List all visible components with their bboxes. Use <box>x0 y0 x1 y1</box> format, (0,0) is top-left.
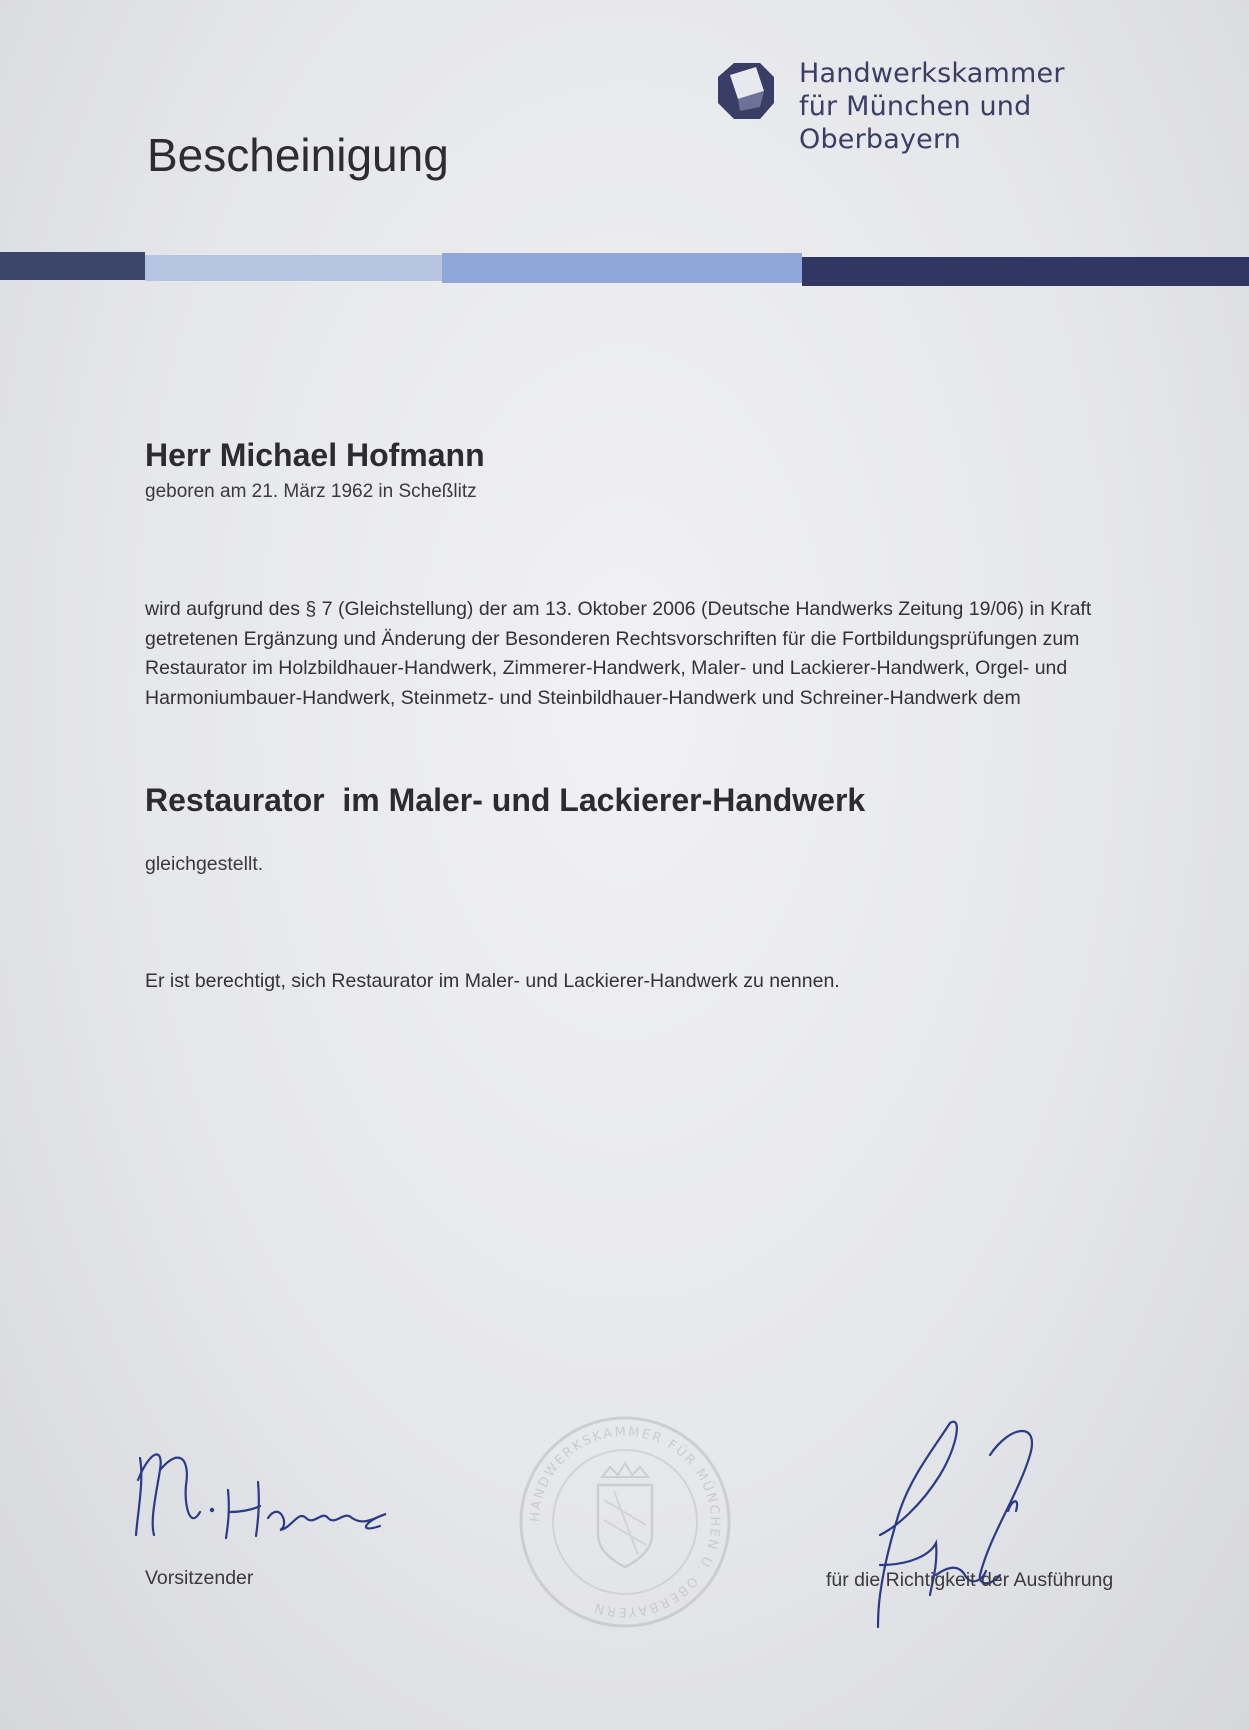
organization-logo <box>716 57 1176 155</box>
signature-label-chairman: Vorsitzender <box>145 1567 254 1589</box>
embossed-seal <box>518 1415 732 1629</box>
verification-signature <box>840 1415 1080 1630</box>
header-band-segment <box>802 257 1249 286</box>
header-band-segment <box>0 252 145 280</box>
document-title: Bescheinigung <box>147 129 449 181</box>
body-line: getretenen Ergänzung und Änderung der Besonderen Rechtsvorschriften für die Fortbildungsprüfungen zum <box>145 627 1080 650</box>
equalized-text: gleichgestellt. <box>145 853 264 875</box>
seal-text: HANDWERKSKAMMER FÜR MÜNCHEN U. OBERBAYERN <box>527 1424 723 1620</box>
birth-info: geboren am 21. März 1962 in Scheßlitz <box>145 481 477 502</box>
recipient-name: Herr Michael Hofmann <box>145 437 485 473</box>
chairman-signature <box>130 1440 420 1550</box>
body-paragraph <box>145 595 1225 713</box>
body-line: Harmoniumbauer-Handwerk, Steinmetz- und Steinbildhauer-Handwerk und Schreiner-Handwerk dem <box>145 686 1021 709</box>
hwk-logo-icon <box>716 61 776 121</box>
organization-name-line2: für München und Oberbayern <box>799 91 1032 155</box>
body-line: wird aufgrund des § 7 (Gleichstellung) der am 13. Oktober 2006 (Deutsche Handwerks Zeitung 19/06) in Kraft <box>145 598 1092 620</box>
entitlement-text: Er ist berechtigt, sich Restaurator im Maler- und Lackierer-Handwerk zu nennen. <box>145 970 840 992</box>
header-band-segment <box>442 253 802 283</box>
signature-label-verification: für die Richtigkeit der Ausführung <box>826 1569 1114 1591</box>
body-line: Restaurator im Holzbildhauer-Handwerk, Zimmerer-Handwerk, Maler- und Lackierer-Handwerk, Orgel- und <box>145 657 1068 679</box>
qualification-title: Restaurator im Maler- und Lackierer-Handwerk <box>145 782 866 818</box>
header-band-segment <box>145 255 442 281</box>
organization-name-line1: Handwerkskammer <box>799 58 1065 89</box>
organization-name <box>799 57 1176 156</box>
